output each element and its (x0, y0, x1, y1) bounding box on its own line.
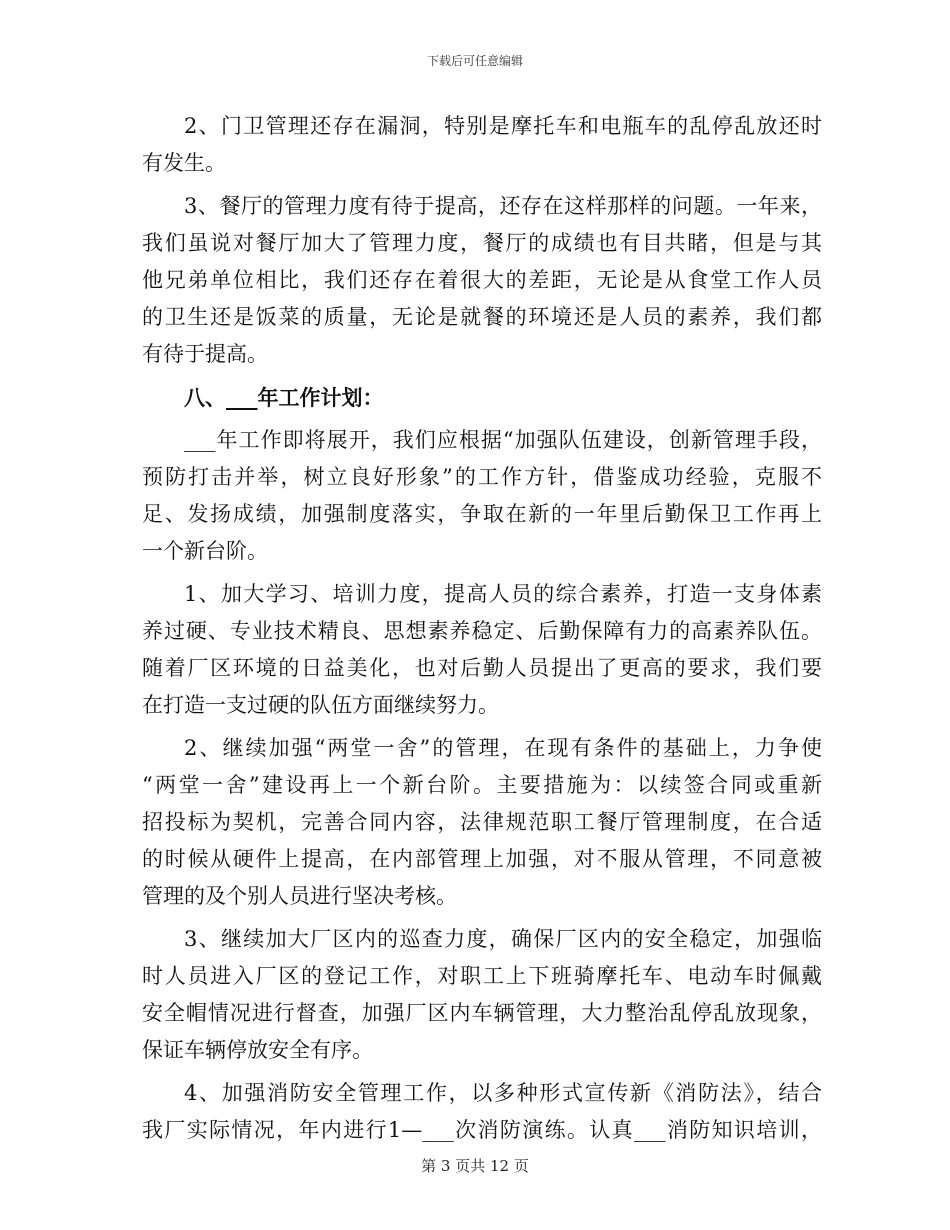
text-line: 养过硬、专业技术精良、思想素养稳定、后勤保障有力的高素养队伍。 (142, 619, 822, 643)
paragraph-plan-item-2 (142, 730, 822, 915)
text-line: 4、加强消防安全管理工作，以多种形式宣传新《消防法》，结合 (184, 1081, 822, 1105)
page-footer (0, 1155, 950, 1176)
text-line: 2、门卫管理还存在漏洞，特别是摩托车和电瓶车的乱停乱放还时 (184, 114, 822, 138)
text-line: 安全帽情况进行督查，加强厂区内车辆管理，大力整治乱停乱放现象， (142, 1001, 822, 1025)
text-line: “两堂一舍”建设再上一个新台阶。主要措施为：以续签合同或重新 (142, 773, 822, 797)
text-line: 预防打击并举，树立良好形象”的工作方针，借鉴成功经验，克服不 (142, 465, 822, 489)
text-line: 3、继续加大厂区内的巡查力度，确保厂区内的安全稳定，加强临 (184, 927, 822, 951)
text-line: 1、加大学习、培训力度，提高人员的综合素养，打造一支身体素 (184, 582, 822, 606)
text-line: 他兄弟单位相比，我们还存在着很大的差距，无论是从食堂工作人员 (142, 268, 822, 292)
text-line: 管理的及个别人员进行坚决考核。 (142, 884, 457, 908)
header-note: 下载后可任意编辑 (426, 54, 523, 68)
text-line: 保证车辆停放安全有序。 (142, 1038, 373, 1062)
paragraph-work-plan-intro (142, 422, 822, 570)
page-header (0, 52, 950, 69)
page-number: 第 3 页共 12 页 (421, 1157, 529, 1175)
document-body (142, 108, 822, 1149)
text-line: 一个新台阶。 (142, 539, 268, 563)
text-line: 随着厂区环境的日益美化，也对后勤人员提出了更高的要求，我们要 (142, 656, 822, 680)
text-line: 有发生。 (142, 151, 226, 175)
text-line: 时人员进入厂区的登记工作，对职工上下班骑摩托车、电动车时佩戴 (142, 964, 822, 988)
paragraph-plan-item-1 (142, 576, 822, 724)
text-line: 有待于提高。 (142, 342, 268, 366)
text-line: ___年工作即将展开，我们应根据“加强队伍建设，创新管理手段， (184, 428, 822, 452)
text-line: 的时候从硬件上提高，在内部管理上加强，对不服从管理，不同意被 (142, 847, 822, 871)
text-line: 的卫生还是饭菜的质量，无论是就餐的环境还是人员的素养，我们都 (142, 305, 822, 329)
text-line: 我厂实际情况，年内进行1—___次消防演练。认真___消防知识培训， (142, 1118, 822, 1142)
text-line: 3、餐厅的管理力度有待于提高，还存在这样那样的问题。一年来， (184, 194, 822, 218)
text-line: 招投标为契机，完善合同内容，法律规范职工餐厅管理制度，在合适 (142, 810, 822, 834)
paragraph-canteen-management (142, 188, 822, 373)
paragraph-plan-item-3 (142, 921, 822, 1069)
paragraph-gate-management (142, 108, 822, 182)
text-line: 足、发扬成绩，加强制度落实，争取在新的一年里后勤保卫工作再上 (142, 502, 822, 526)
text-line: 我们虽说对餐厅加大了管理力度，餐厅的成绩也有目共睹，但是与其 (142, 231, 822, 255)
section-heading: 八、___年工作计划： (184, 385, 384, 410)
paragraph-plan-item-4 (142, 1075, 822, 1149)
text-line: 2、继续加强“两堂一舍”的管理，在现有条件的基础上，力争使 (184, 736, 822, 760)
text-line: 在打造一支过硬的队伍方面继续努力。 (142, 693, 499, 717)
